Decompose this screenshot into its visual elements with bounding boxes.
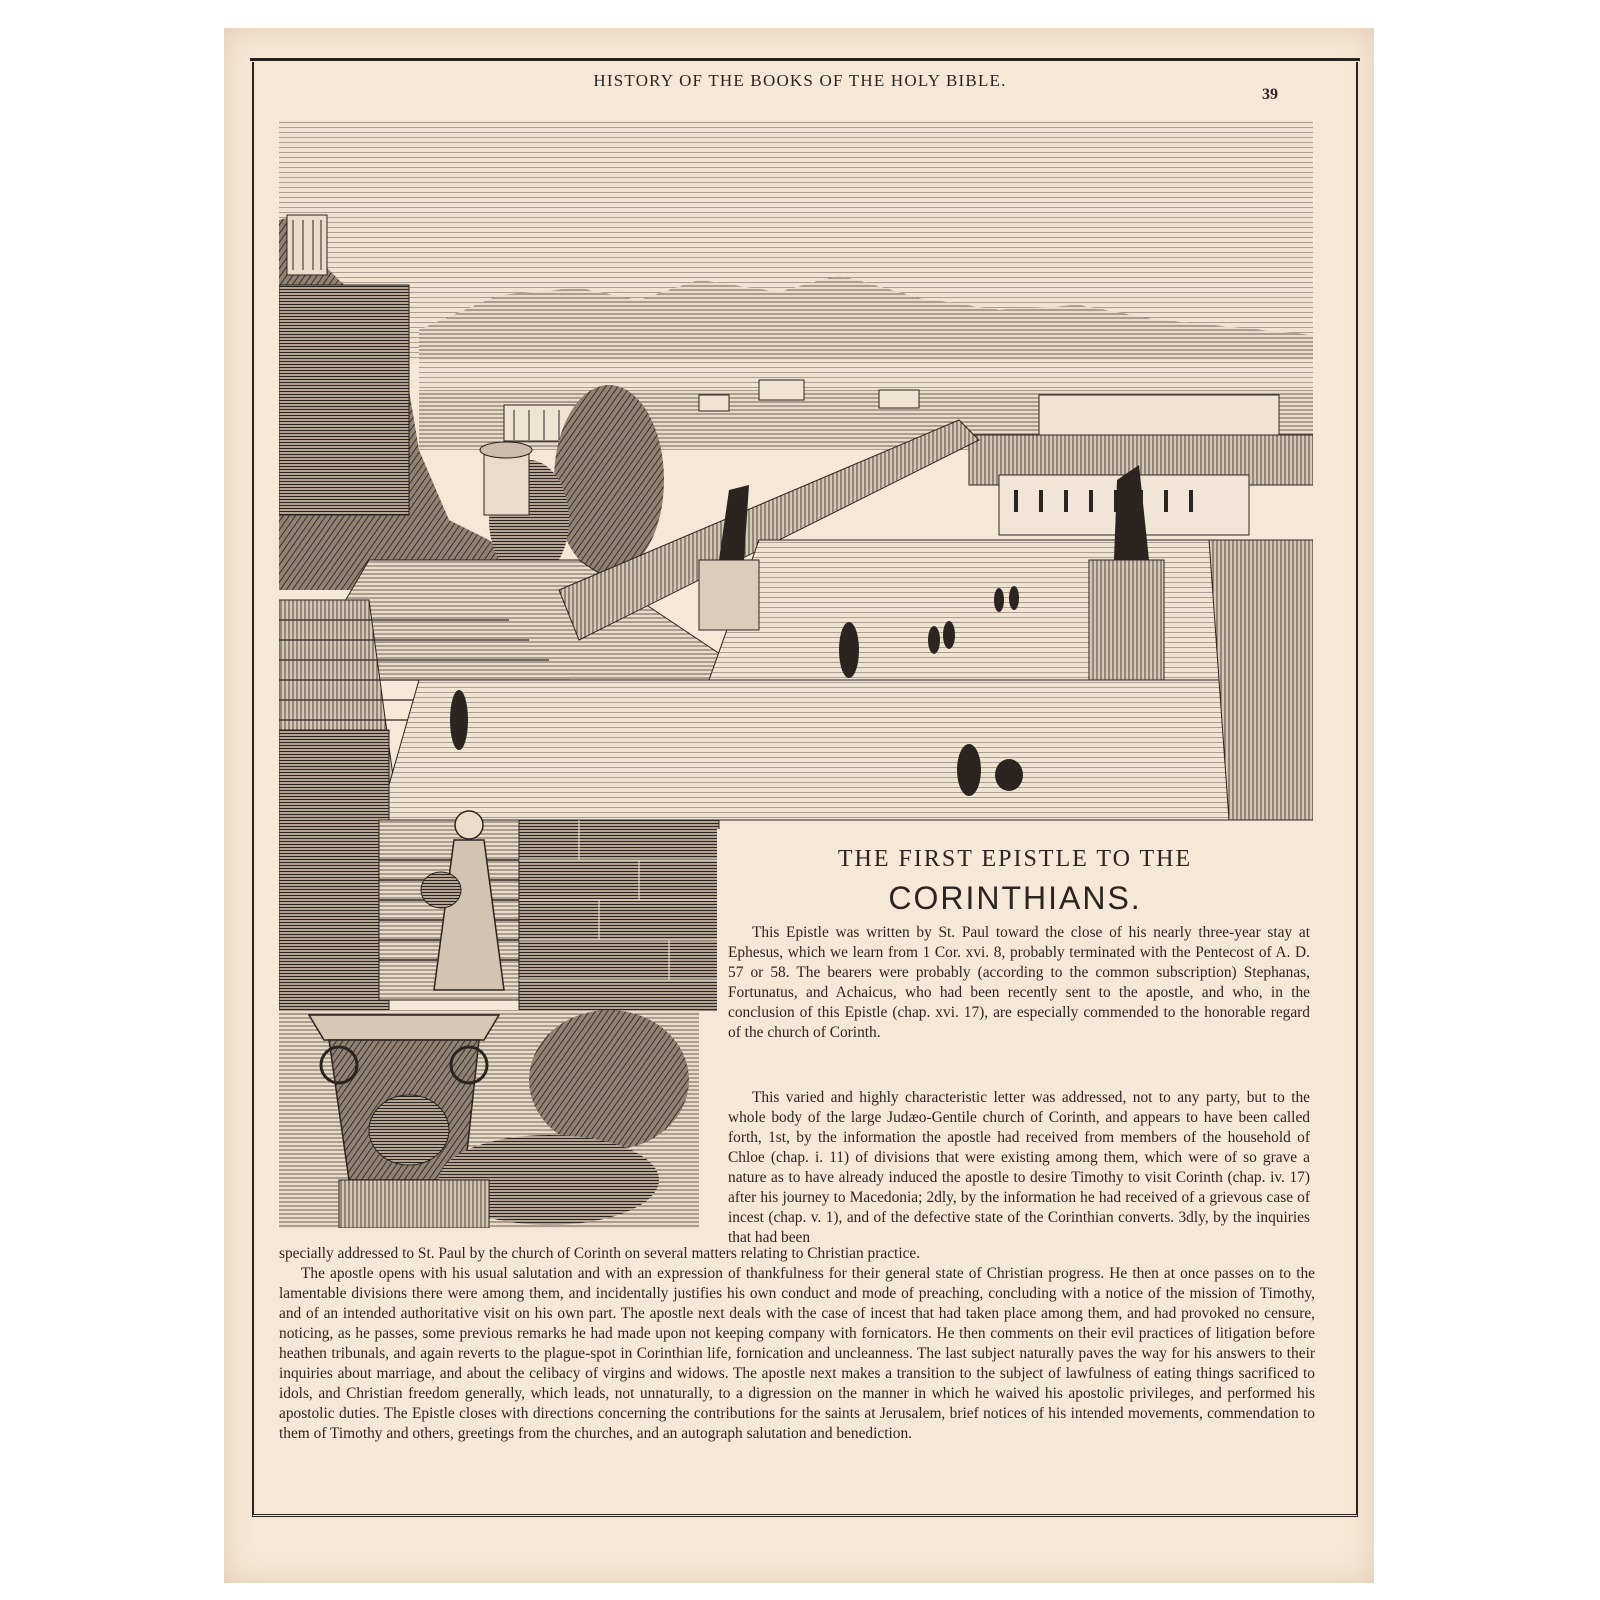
page-number: 39 xyxy=(1262,86,1278,103)
article-title-line2: CORINTHIANS. xyxy=(888,880,1142,916)
article-title-line1: THE FIRST EPISTLE TO THE xyxy=(837,846,1193,872)
paragraph-2: This varied and highly characteristic letter was addressed, not to any party, but to the whole body of the large Judæo-Gentile church of Corinth, and appears to have been called forth, 1st, by the information the apostle had received from members of the household of Chloe (chap. i. 11) of divisions that were existing among them, which were of so grave a nature as to have already induced the apostle to desire Timothy to visit Corinth (chap. iv. 17) after his journey to Macedonia; 2dly, by the information he had received of a grievous case of incest (chap. v. 1), and of the defective state of the Corinthian converts. 3dly, by the inquiries that had been xyxy=(728,1089,1310,1246)
paragraph-1: This Epistle was written by St. Paul toward the close of his nearly three-year stay at Ephesus, which we learn from 1 Cor. xvi. 8, probably terminated with the Pentecost of A. D. 57 or 58. The bearers were probably (according to the common subscription) Stephanas, Fortunatus, and Achaicus, who had been recently sent to the apostle, and who, in the conclusion of this Epistle (chap. xvi. 17), are especially commended to the honorable regard of the church of Corinth. xyxy=(728,924,1310,1041)
paragraph-2-continuation: specially addressed to St. Paul by the church of Corinth on several matters relating to Christian practice. xyxy=(279,1245,921,1262)
top-rule xyxy=(250,58,1360,61)
running-title: HISTORY OF THE BOOKS OF THE HOLY BIBLE. xyxy=(593,71,1007,90)
paragraph-3: The apostle opens with his usual salutation and with an expression of thankfulness for their general state of Christian progress. He then at once passes on to the lamentable divisions there were among them, and incidentally justifies his own conduct and mode of preaching, concluding with a notice of the mission of Timothy, and of an intended authoritative visit on his own part. The apostle next deals with the case of incest that had taken place among them, and had provoked no censure, noticing, as he passes, some previous remarks he had made upon not keeping company with fornicators. He then comments on their evil practices of litigation before heathen tribunals, and again reverts to the plague-spot in Corinthian life, fornication and uncleanness. The last subject naturally paves the way for his answers to their inquiries about marriage, and about the celibacy of virgins and widows. The apostle next makes a transition to the subject of lawfulness of eating things sacrificed to idols, and Christian freedom generally, which leads, not unnaturally, to a digression on the manner in which he waived his apostolic privileges, and performed his apostolic duties. The Epistle closes with directions concerning the contributions for the saints at Jerusalem, brief notices of his intended movements, commendation to them of Timothy and others, greetings from the churches, and an autograph salutation and benediction. xyxy=(279,1265,1315,1442)
